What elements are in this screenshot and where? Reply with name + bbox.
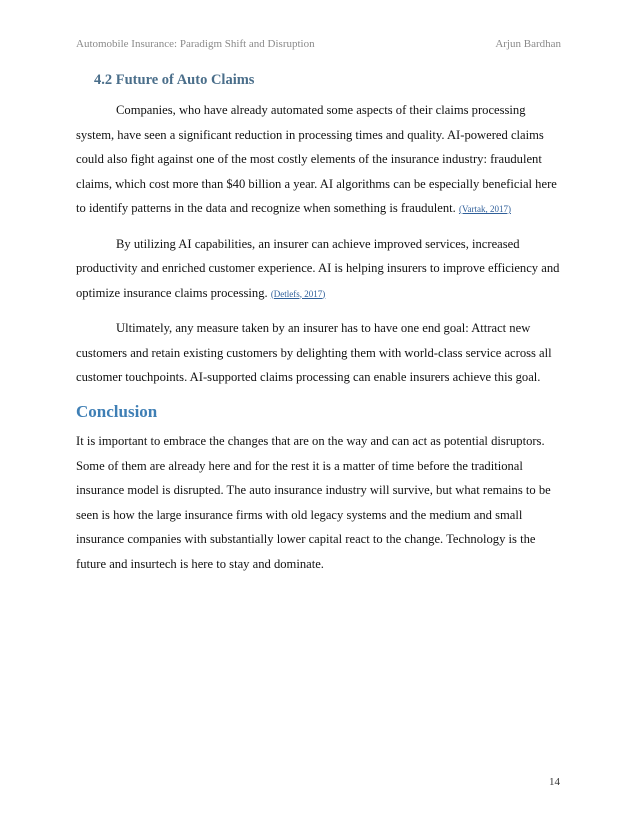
conclusion-paragraph: It is important to embrace the changes that are on the way and can act as potential disruptors. Some of them are already here and for the rest it is a matter of time before the traditional insurance model is disrupted. The auto insurance industry will survive, but what remains to be seen is how the large insurance firms with old legacy systems and the medium and small insurance companies with substantially lower capital react to the change. Technology is the future and insurtech is here to stay and dominate. bbox=[76, 434, 551, 571]
header-title: Automobile Insurance: Paradigm Shift and Disruption bbox=[76, 38, 315, 50]
citation-detlefs-link[interactable]: (Detlefs, 2017) bbox=[270, 288, 326, 299]
header-author: Arjun Bardhan bbox=[495, 38, 561, 50]
conclusion-heading: Conclusion bbox=[76, 402, 158, 421]
paragraph-2-text: By utilizing AI capabilities, an insurer can achieve improved services, increased productivity and enriched customer experience. AI is helping insurers to improve efficiency and optimize insurance claims processing. bbox=[76, 236, 560, 300]
paragraph-1-text: Companies, who have already automated some aspects of their claims processing system, have seen a significant reduction in processing times and quality. AI-powered claims could also fight against one of the most costly elements of the insurance industry: fraudulent claims, which cost more than $40 billion a year. AI algorithms can be especially beneficial here to identify patterns in the data and recognize when something is fraudulent. bbox=[76, 103, 557, 215]
page-number: 14 bbox=[549, 776, 560, 788]
page-header bbox=[76, 38, 561, 54]
paragraph-3: Ultimately, any measure taken by an insurer has to have one end goal: Attract new customers and retain existing customers by delighting them with world-class service across all customer touchpoints. AI-supported claims processing can enable insurers achieve this goal. bbox=[76, 321, 552, 384]
conclusion-body bbox=[76, 429, 566, 586]
paragraph-1 bbox=[76, 98, 566, 222]
section-heading-future-auto-claims: 4.2 Future of Auto Claims bbox=[94, 72, 255, 88]
citation-vartak-link[interactable]: (Vartak, 2017) bbox=[458, 204, 511, 214]
paragraph-2 bbox=[76, 232, 566, 307]
section-body bbox=[76, 98, 566, 400]
